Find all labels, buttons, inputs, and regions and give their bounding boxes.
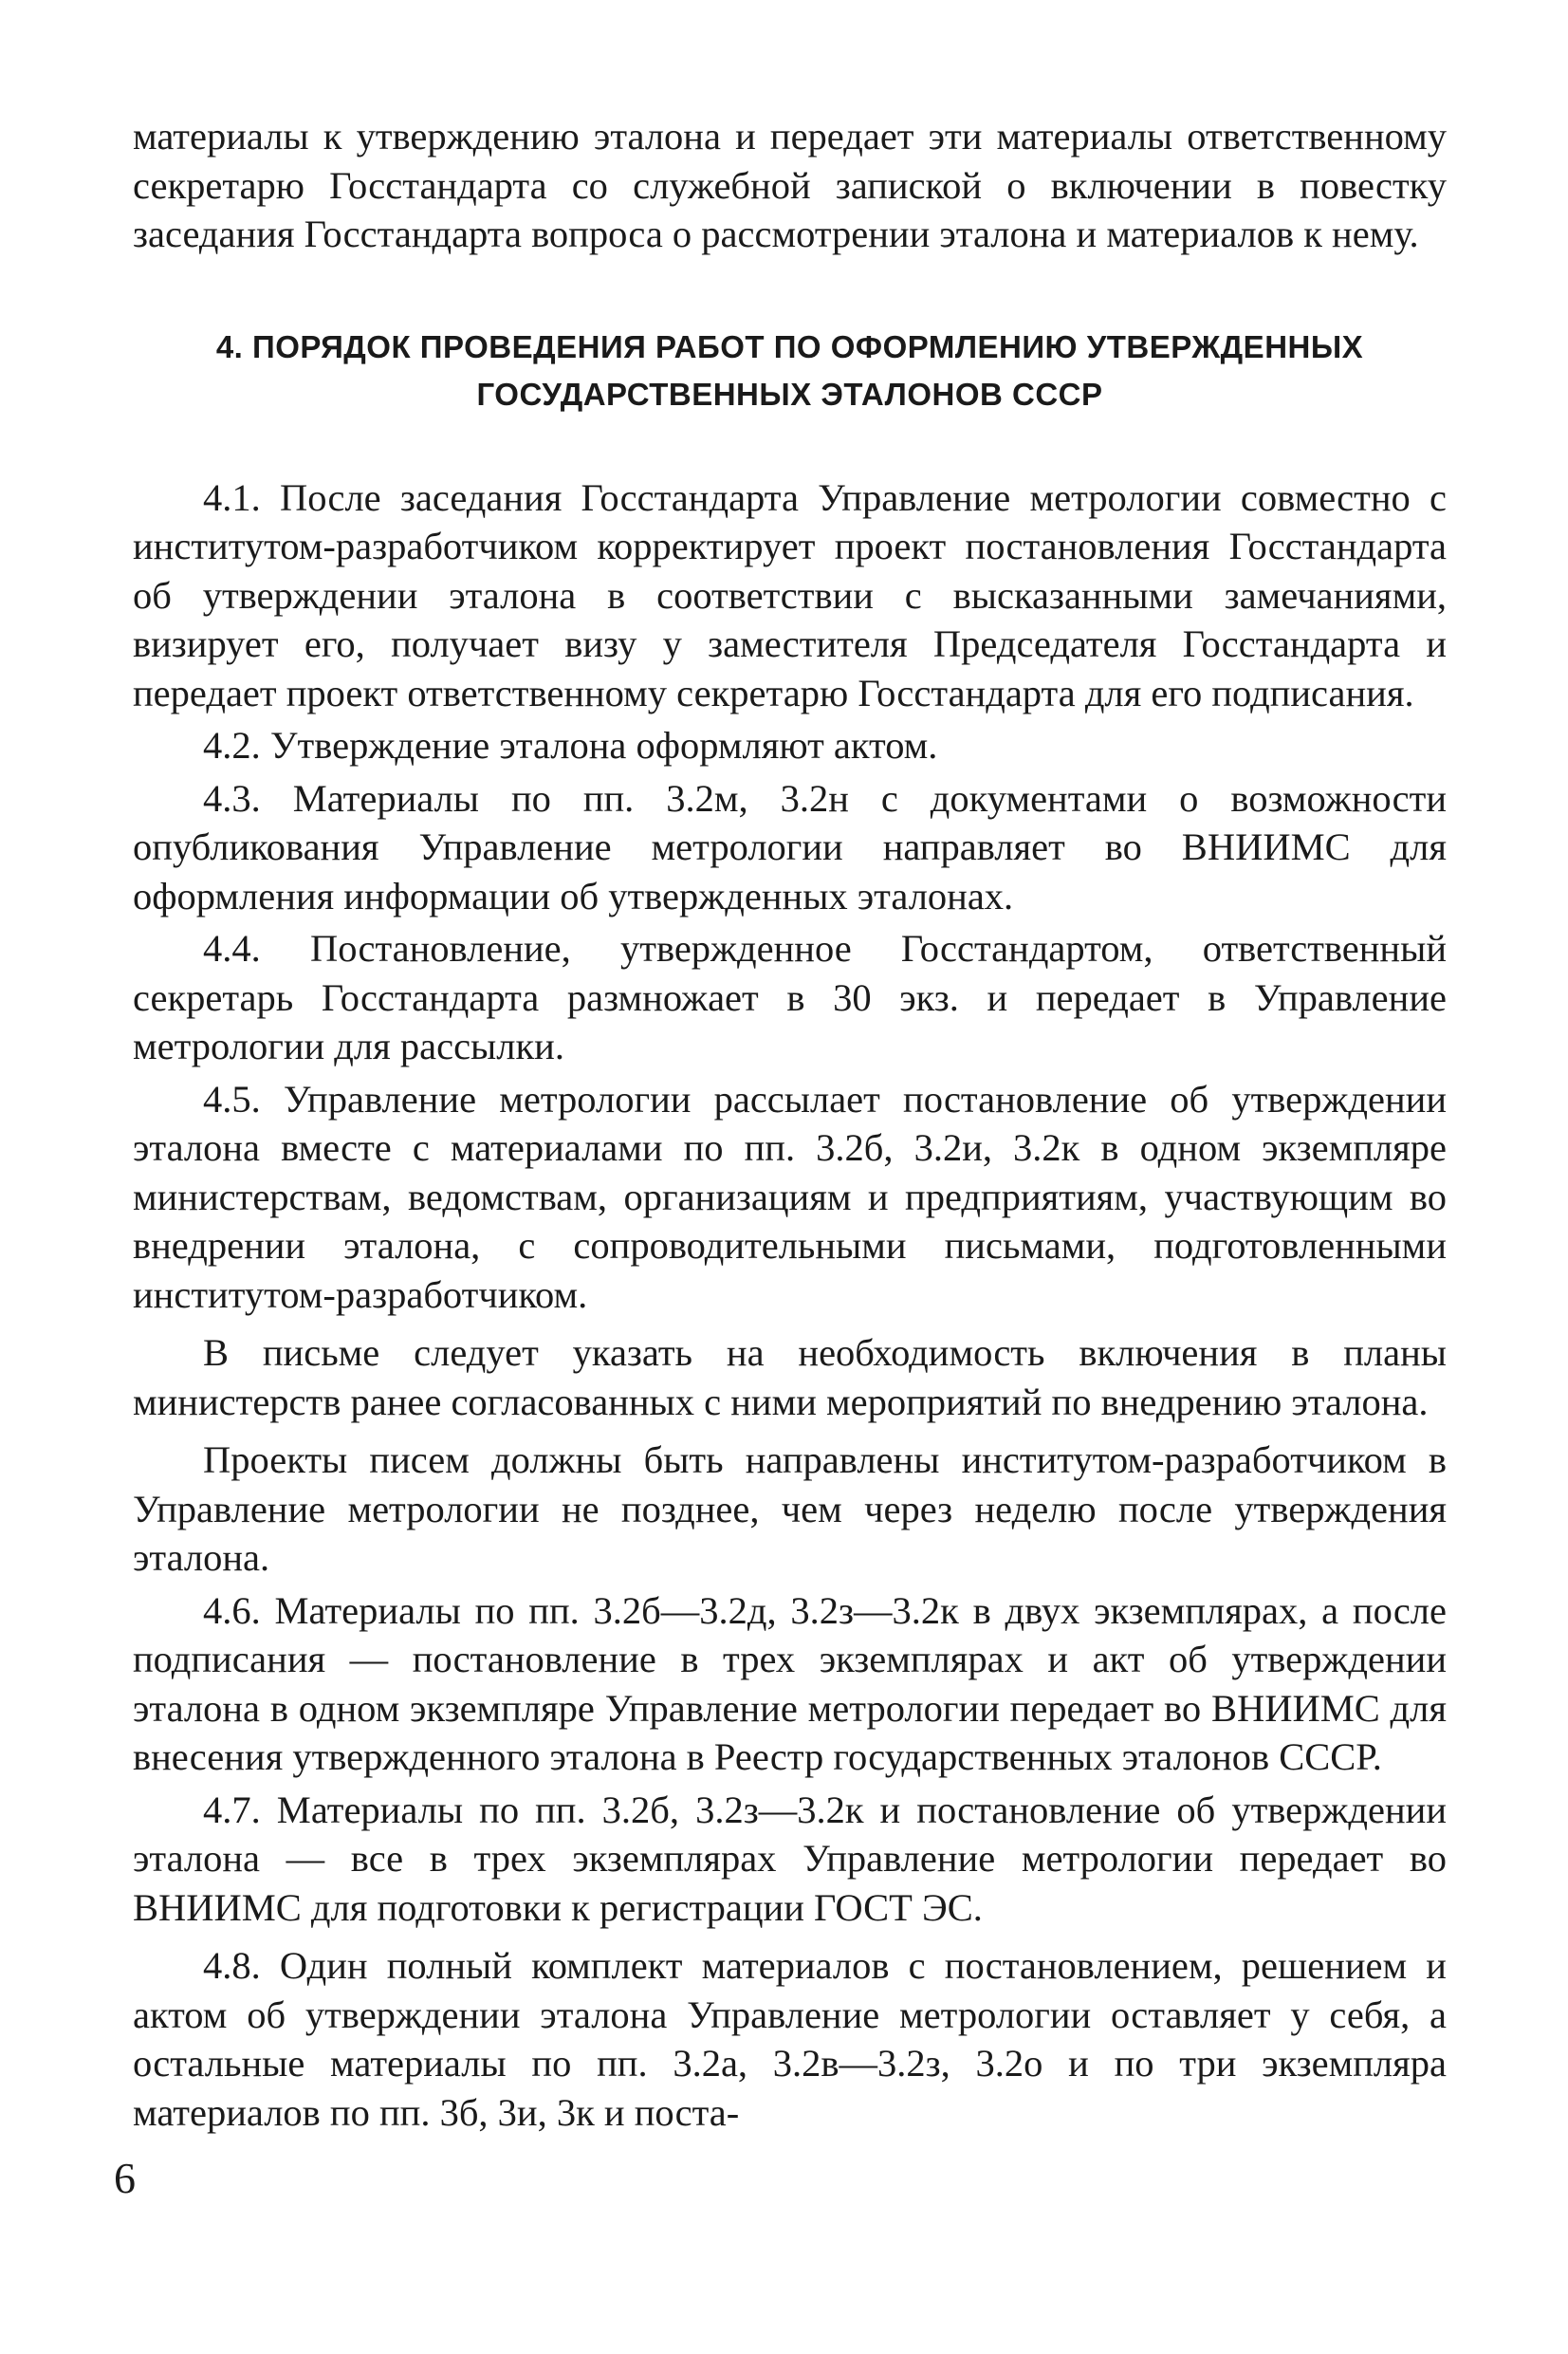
page-number: 6: [114, 2154, 136, 2202]
section-heading-line-2: ГОСУДАРСТВЕННЫХ ЭТАЛОНОВ СССР: [476, 376, 1103, 412]
section-heading: [133, 324, 1447, 418]
intro-paragraph: материалы к утверждению эталона и передает эти материалы ответственному секретарю Госстандарта со служебной запиской о включении в повестку заседания Госстандарта вопроса о рассмотрении эталона и материалов к нему.: [133, 115, 1447, 255]
paragraph-4-4: 4.4. Постановление, утвержденное Госстандартом, ответственный секретарь Госстандарта размножает в 30 экз. и передает в Управление метрологии для рассылки.: [133, 927, 1447, 1067]
page-body: [133, 112, 1447, 2137]
paragraph-4-7: 4.7. Материалы по пп. 3.2б, 3.2з—3.2к и постановление об утверждении эталона — все в трех экземплярах Управление метрологии передает во ВНИИМС для подготовки к регистрации ГОСТ ЭС.: [133, 1788, 1447, 1929]
paragraph-4-3: 4.3. Материалы по пп. 3.2м, 3.2н с документами о возможности опубликования Управление метрологии направляет во ВНИИМС для оформления информации об утвержденных эталонах.: [133, 776, 1447, 918]
paragraph-letter-drafts: Проекты писем должны быть направлены институтом-разработчиком в Управление метрологии не позднее, чем через неделю после утверждения эталона.: [133, 1438, 1447, 1579]
section-heading-line-1: 4. ПОРЯДОК ПРОВЕДЕНИЯ РАБОТ ПО ОФОРМЛЕНИЮ УТВЕРЖДЕННЫХ: [215, 328, 1364, 364]
paragraph-4-2: 4.2. Утверждение эталона оформляют актом.: [203, 724, 938, 767]
paragraph-4-8: 4.8. Один полный комплект материалов с постановлением, решением и актом об утверждении эталона Управление метрологии оставляет у себя, а остальные материалы по пп. 3.2а, 3.2в—3.2з, 3.2о и по три экземпляра материалов по пп. 3б, 3и, 3к и поста-: [133, 1944, 1447, 2134]
paragraph-letter-note: В письме следует указать на необходимость включения в планы министерств ранее согласованных с ними мероприятий по внедрению эталона.: [133, 1331, 1447, 1423]
paragraph-4-6: 4.6. Материалы по пп. 3.2б—3.2д, 3.2з—3.2к в двух экземплярах, а после подписания — постановление в трех экземплярах и акт об утверждении эталона в одном экземпляре Управление метрологии передает во ВНИИМС для внесения утвержденного эталона в Реестр государственных эталонов СССР.: [133, 1588, 1447, 1778]
paragraph-4-1: 4.1. После заседания Госстандарта Управление метрологии совместно с институтом-разработчиком корректирует проект постановления Госстандарта об утверждении эталона в соответствии с высказанными замечаниями, визирует его, получает визу у заместителя Председателя Госстандарта и передает проект ответственному секретарю Госстандарта для его подписания.: [133, 475, 1447, 714]
paragraph-4-5: 4.5. Управление метрологии рассылает постановление об утверждении эталона вместе с материалами по пп. 3.2б, 3.2и, 3.2к в одном экземпляре министерствам, ведомствам, организациям и предприятиям, участвующим во внедрении эталона, с сопроводительными письмами, подготовленными институтом-разработчиком.: [133, 1077, 1447, 1316]
